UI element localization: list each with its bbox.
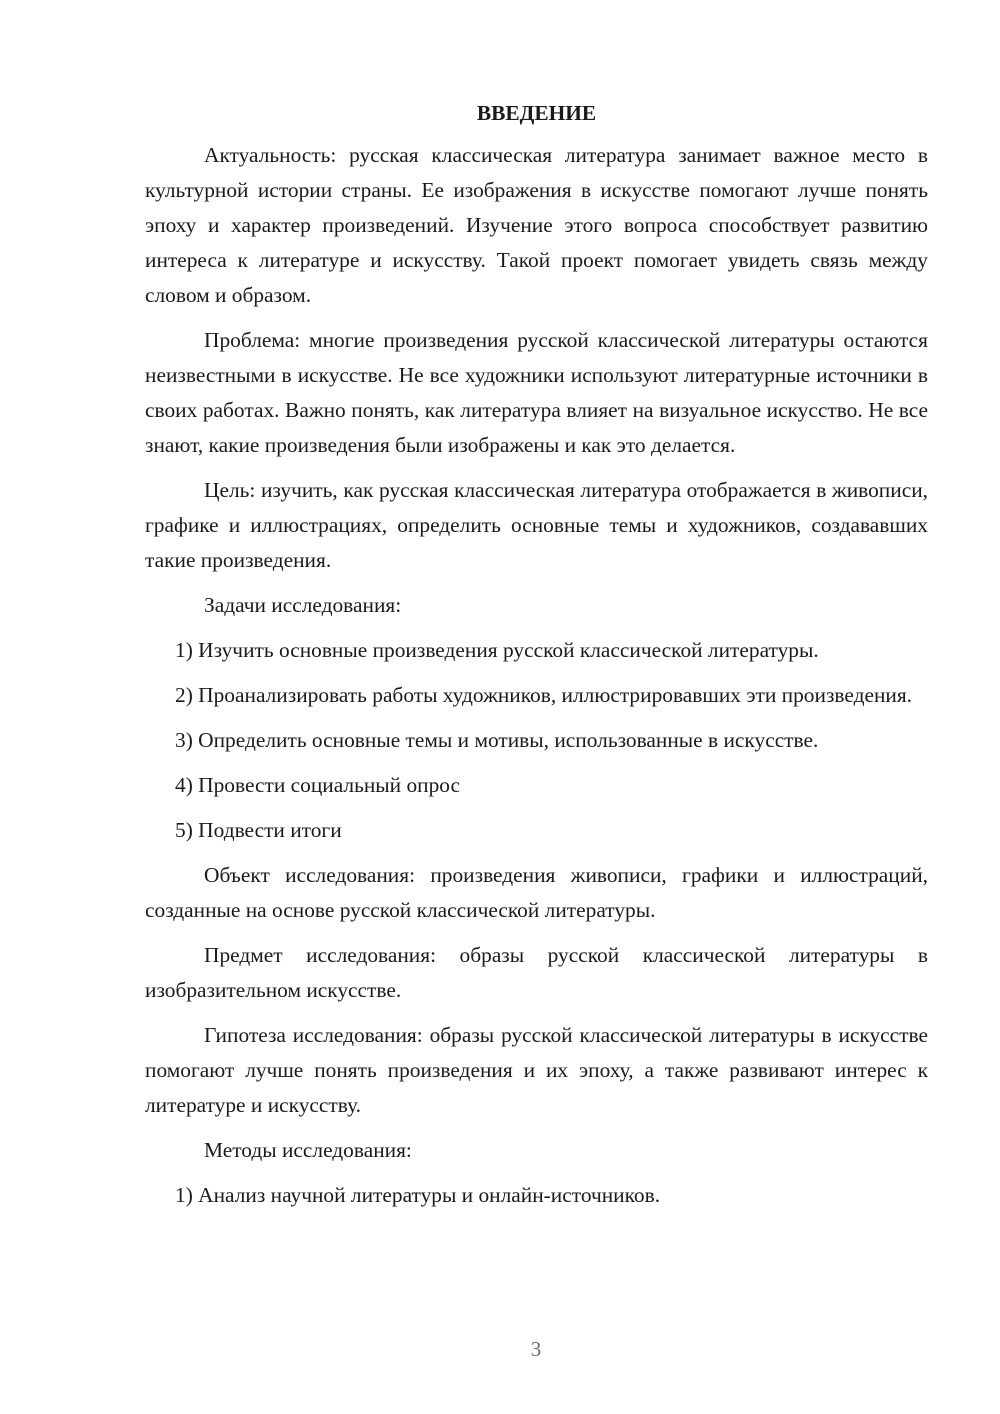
goal-paragraph: Цель: изучить, как русская классическая литература отображается в живописи, графике и иллюстрациях, определить основные темы и художников, создававших такие произведения. — [145, 478, 928, 572]
relevance-paragraph: Актуальность: русская классическая литература занимает важное место в культурной истории страны. Ее изображения в искусстве помогают лучше понять эпоху и характер произведений. Изучение этого вопроса способствует развитию интереса к литературе и искусству. Такой проект помогает увидеть связь между словом и образом. — [145, 143, 928, 307]
document-page — [145, 96, 928, 1223]
methods-heading: Методы исследования: — [204, 1138, 412, 1162]
hypothesis-paragraph: Гипотеза исследования: образы русской классической литературы в искусстве помогают лучше понять произведения и их эпоху, а также развивают интерес к литературе и искусству. — [145, 1023, 928, 1117]
research-object-paragraph: Объект исследования: произведения живописи, графики и иллюстраций, созданные на основе русской классической литературы. — [145, 863, 928, 922]
task-item-4: 4) Провести социальный опрос — [175, 773, 461, 797]
page-title: ВВЕДЕНИЕ — [476, 101, 597, 125]
research-subject-paragraph: Предмет исследования: образы русской классической литературы в изобразительном искусстве. — [145, 943, 928, 1002]
task-item-2: 2) Проанализировать работы художников, иллюстрировавших эти произведения. — [175, 683, 913, 707]
task-item-3: 3) Определить основные темы и мотивы, использованные в искусстве. — [175, 728, 819, 752]
page-number: 3 — [530, 1337, 542, 1361]
tasks-heading: Задачи исследования: — [204, 593, 402, 617]
task-item-1: 1) Изучить основные произведения русской классической литературы. — [175, 638, 819, 662]
method-item-1: 1) Анализ научной литературы и онлайн-источников. — [175, 1183, 661, 1207]
problem-paragraph: Проблема: многие произведения русской классической литературы остаются неизвестными в искусстве. Не все художники используют литературные источники в своих работах. Важно понять, как литература влияет на визуальное искусство. Не все знают, какие произведения были изображены и как это делается. — [145, 328, 928, 457]
task-item-5: 5) Подвести итоги — [175, 818, 342, 842]
